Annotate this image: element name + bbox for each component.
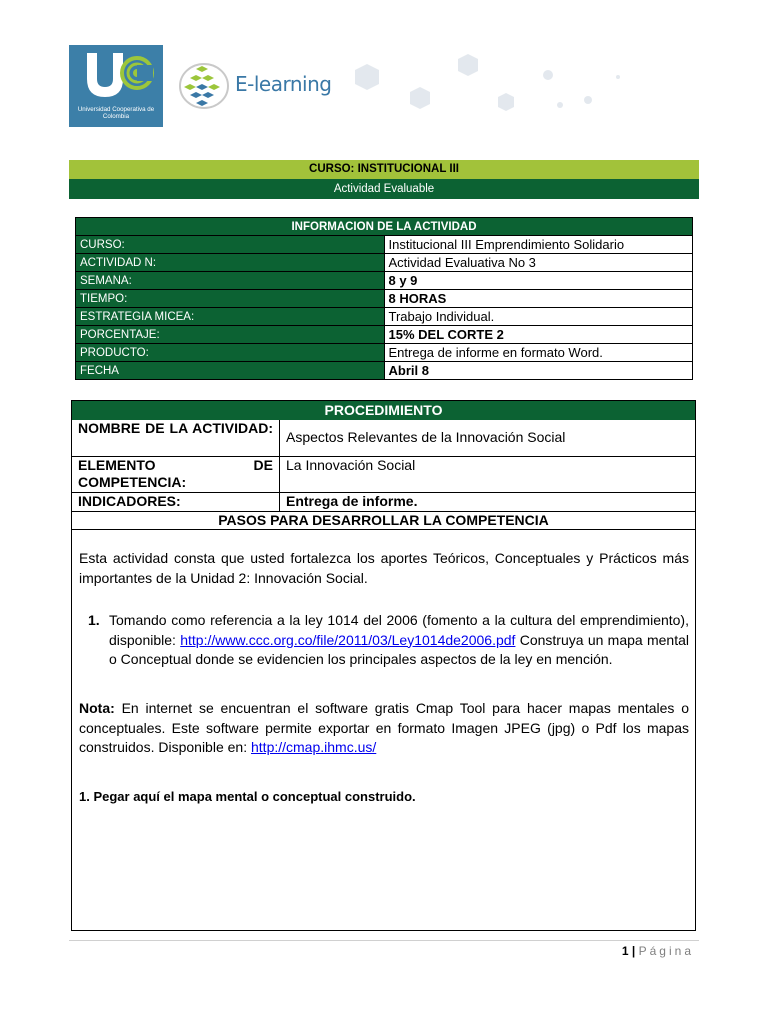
activity-info-table	[75, 217, 693, 380]
paste-instruction: 1. Pegar aquí el mapa mental o conceptual construido.	[79, 789, 416, 804]
indicators-value: Entrega de informe.	[286, 493, 418, 509]
activity-name-label: NOMBRE DE LA ACTIVIDAD:	[72, 420, 280, 456]
info-value: Actividad Evaluativa No 3	[384, 254, 693, 272]
info-label: ESTRATEGIA MICEA:	[76, 308, 385, 326]
activity-name-value: Aspectos Relevantes de la Innovación Social	[286, 429, 566, 445]
info-label: ACTIVIDAD N:	[76, 254, 385, 272]
university-logo	[69, 45, 163, 127]
info-row-time	[76, 290, 693, 308]
intro-paragraph: Esta actividad consta que usted fortalezca los aportes Teóricos, Conceptuales y Prácticos más importantes de la Unidad 2: Innovación Social.	[79, 550, 689, 586]
procedure-section	[71, 400, 696, 931]
page-word: Página	[638, 944, 694, 958]
info-label: PORCENTAJE:	[76, 326, 385, 344]
info-label: FECHA	[76, 362, 385, 380]
law-pdf-link[interactable]: http://www.ccc.org.co/file/2011/03/Ley1014de2006.pdf	[180, 631, 516, 648]
page-number: 1	[621, 944, 629, 958]
footer-divider	[69, 940, 699, 941]
steps-heading: PASOS PARA DESARROLLAR LA COMPETENCIA	[218, 512, 549, 528]
cmap-link[interactable]: http://cmap.ihmc.us/	[251, 739, 377, 755]
info-value: 8 y 9	[384, 272, 693, 290]
elearning-icon	[178, 58, 234, 112]
activity-type-banner: Actividad Evaluable	[69, 179, 699, 199]
divider	[72, 529, 695, 530]
note-paragraph	[79, 699, 689, 758]
info-row-strategy	[76, 308, 693, 326]
note-text: En internet se encuentran el software gratis Cmap Tool para hacer mapas mentales o conceptuales. Este software permite exportar en formato Imagen JPEG (jpg) o Pdf los mapas construidos. Disponible en:	[79, 700, 689, 755]
competence-element-label: ELEMENTO DE COMPETENCIA:	[72, 457, 280, 492]
info-row-date	[76, 362, 693, 380]
info-row-week	[76, 272, 693, 290]
info-value: Entrega de informe en formato Word.	[384, 344, 693, 362]
info-value: Trabajo Individual.	[384, 308, 693, 326]
info-label: PRODUCTO:	[76, 344, 385, 362]
step-number: 1.	[88, 612, 100, 628]
course-banner: CURSO: INSTITUCIONAL III	[69, 160, 699, 179]
step-1	[109, 611, 689, 670]
uc-logo-icon	[69, 45, 163, 105]
indicators-label: INDICADORES:	[72, 493, 280, 511]
procedure-heading: PROCEDIMIENTO	[72, 401, 695, 420]
info-row-course	[76, 236, 693, 254]
step-1-text: Tomando como referencia a la ley 1014 del 2006 (fomento a la cultura del emprendimiento), disponible:	[109, 612, 689, 648]
info-value: Institucional III Emprendimiento Solidario	[384, 236, 693, 254]
elearning-label: E-learning	[235, 72, 332, 96]
info-label: SEMANA:	[76, 272, 385, 290]
info-table-heading: INFORMACION DE LA ACTIVIDAD	[76, 218, 693, 236]
info-row-percentage	[76, 326, 693, 344]
note-label: Nota:	[79, 700, 115, 716]
university-name: Universidad Cooperativa de Colombia	[77, 106, 155, 120]
info-label: CURSO:	[76, 236, 385, 254]
step-1-instruction: Construya un mapa mental o Conceptual donde se evidencien los principales aspectos de la ley en mención.	[109, 631, 690, 667]
info-value: 8 HORAS	[384, 290, 693, 308]
info-row-product	[76, 344, 693, 362]
info-value: 15% DEL CORTE 2	[384, 326, 693, 344]
page-separator: |	[631, 944, 636, 958]
info-label: TIEMPO:	[76, 290, 385, 308]
page-footer	[560, 944, 694, 958]
info-row-activity	[76, 254, 693, 272]
decorative-cubes-icon	[330, 45, 630, 125]
competence-element-value: La Innovación Social	[286, 457, 416, 473]
info-value: Abril 8	[384, 362, 693, 380]
